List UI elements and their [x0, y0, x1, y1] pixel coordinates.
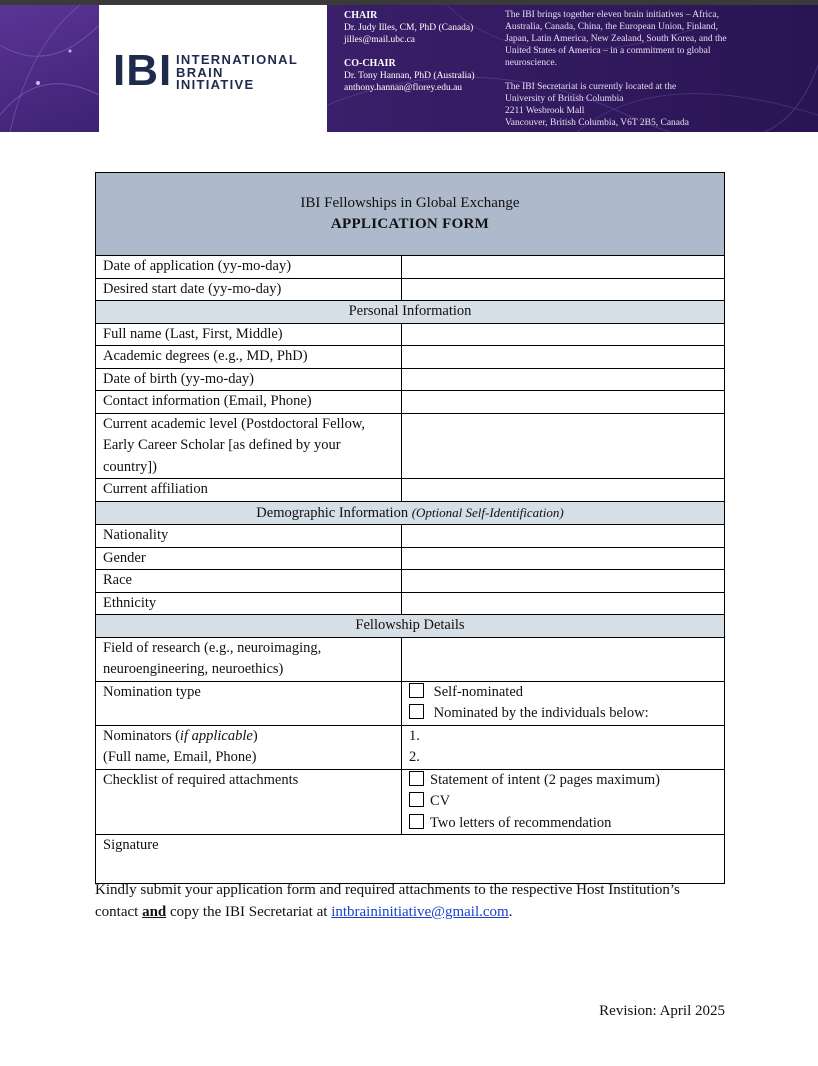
revision-date: Revision: April 2025: [599, 1003, 725, 1019]
nominated-by-checkbox[interactable]: [409, 704, 424, 719]
desired-start-date-field[interactable]: [402, 278, 725, 301]
nomination-type-options: [402, 681, 725, 725]
academic-level-field[interactable]: [402, 413, 725, 479]
table-row: [96, 681, 725, 725]
cv-checkbox[interactable]: [409, 792, 424, 807]
field-label: Gender: [96, 547, 402, 570]
cochair-email: anthony.hannan@florey.edu.au: [344, 83, 463, 93]
ethnicity-field[interactable]: [402, 592, 725, 615]
secretariat-street: 2211 Wesbrook Mall: [505, 106, 585, 116]
table-row: [96, 323, 725, 346]
field-label: Current affiliation: [96, 479, 402, 502]
field-label: Ethnicity: [96, 592, 402, 615]
secretariat-email-link[interactable]: intbraininitiative@gmail.com: [331, 904, 509, 920]
letters-checkbox[interactable]: [409, 814, 424, 829]
about-ibi: [505, 9, 735, 129]
cochair-name: Dr. Tony Hannan, PhD (Australia): [344, 71, 475, 81]
secretariat-university: University of British Columbia: [505, 94, 624, 104]
table-row: [96, 570, 725, 593]
chair-heading: CHAIR: [344, 10, 378, 21]
date-of-application-field[interactable]: [402, 256, 725, 279]
field-label: Field of research (e.g., neuroimaging, neuroengineering, neuroethics): [96, 637, 402, 681]
attachments-checklist: [402, 769, 725, 835]
date-of-birth-field[interactable]: [402, 368, 725, 391]
race-field[interactable]: [402, 570, 725, 593]
about-paragraph: The IBI brings together eleven brain initiatives – Africa, Australia, Canada, China, the European Union, Finland, Japan, Latin America, New Zealand, South Korea, and the United States of America – in a commitment to global neuroscience.: [505, 10, 727, 68]
table-row: [96, 391, 725, 414]
letterhead-banner: [0, 5, 818, 132]
section-title: Personal Information: [96, 301, 725, 324]
form-title-text: IBI Fellowships in Global Exchange: [300, 194, 520, 211]
nominators-label: Nominators (if applicable) (Full name, Email, Phone): [96, 725, 402, 769]
section-header-personal: [96, 301, 725, 324]
attachment-letters: Two letters of recommendation: [409, 813, 717, 835]
option-nominated-by: Nominated by the individuals below:: [409, 703, 717, 725]
field-label: Race: [96, 570, 402, 593]
attachment-cv: CV: [409, 791, 717, 813]
optional-note: (Optional Self-Identification): [411, 504, 564, 520]
self-nominated-checkbox[interactable]: [409, 683, 424, 698]
field-label: Nomination type: [96, 681, 402, 725]
field-label: Nationality: [96, 525, 402, 548]
logo-wordmark: INTERNATIONAL BRAIN INITIATIVE: [176, 52, 299, 92]
section-title: Fellowship Details: [96, 615, 725, 638]
nominator-2-field[interactable]: 2.: [409, 749, 420, 765]
field-label: Date of birth (yy-mo-day): [96, 368, 402, 391]
chair-name: Dr. Judy Illes, CM, PhD (Canada): [344, 23, 474, 33]
table-row: [96, 278, 725, 301]
attachment-statement: Statement of intent (2 pages maximum): [409, 770, 717, 792]
academic-degrees-field[interactable]: [402, 346, 725, 369]
table-row: [96, 256, 725, 279]
secretariat-city: Vancouver, British Columbia, V6T 2B5, Canada: [505, 118, 689, 128]
secretariat-line: The IBI Secretariat is currently located at the: [505, 82, 677, 92]
logo-mark: IBI: [113, 46, 173, 95]
nominator-1-field[interactable]: 1.: [409, 727, 420, 744]
field-label: Current academic level (Postdoctoral Fellow, Early Career Scholar [as defined by your country]): [96, 413, 402, 479]
field-label: Academic degrees (e.g., MD, PhD): [96, 346, 402, 369]
current-affiliation-field[interactable]: [402, 479, 725, 502]
logo: [99, 5, 327, 132]
gender-field[interactable]: [402, 547, 725, 570]
table-row: [96, 547, 725, 570]
section-header-demographic: [96, 501, 725, 525]
banner-art-left: [0, 5, 99, 132]
option-self-nominated: Self-nominated: [409, 682, 717, 704]
field-label: Desired start date (yy-mo-day): [96, 278, 402, 301]
table-row: [96, 346, 725, 369]
table-row: [96, 525, 725, 548]
statement-checkbox[interactable]: [409, 771, 424, 786]
section-title: Demographic Information (Optional Self-Identification): [96, 501, 725, 525]
field-of-research-field[interactable]: [402, 637, 725, 681]
form-title-row: [96, 173, 725, 256]
section-header-fellowship: [96, 615, 725, 638]
chair-email: jilles@mail.ubc.ca: [344, 35, 416, 45]
field-label: Contact information (Email, Phone): [96, 391, 402, 414]
signature-row: [96, 835, 725, 884]
table-row: [96, 769, 725, 835]
table-row: [96, 413, 725, 479]
submission-note: Kindly submit your application form and required attachments to the respective Host Institution’s contact and copy the IBI Secretariat at intbraininitiative@gmail.com.: [95, 882, 680, 920]
nationality-field[interactable]: [402, 525, 725, 548]
table-row: [96, 592, 725, 615]
and-emphasis: and: [142, 904, 167, 920]
cochair-heading: CO-CHAIR: [344, 58, 396, 69]
form-subtitle: APPLICATION FORM: [330, 216, 490, 232]
full-name-field[interactable]: [402, 323, 725, 346]
field-label: Date of application (yy-mo-day): [96, 256, 402, 279]
table-row: [96, 725, 725, 769]
leadership-contacts: [344, 10, 475, 94]
field-label: Checklist of required attachments: [96, 769, 402, 835]
table-row: [96, 368, 725, 391]
contact-information-field[interactable]: [402, 391, 725, 414]
application-form-table: [95, 172, 725, 884]
nominators-fields: [402, 725, 725, 769]
table-row: [96, 637, 725, 681]
signature-field[interactable]: Signature: [96, 835, 725, 884]
form-title: [96, 173, 725, 256]
table-row: [96, 479, 725, 502]
field-label: Full name (Last, First, Middle): [96, 323, 402, 346]
